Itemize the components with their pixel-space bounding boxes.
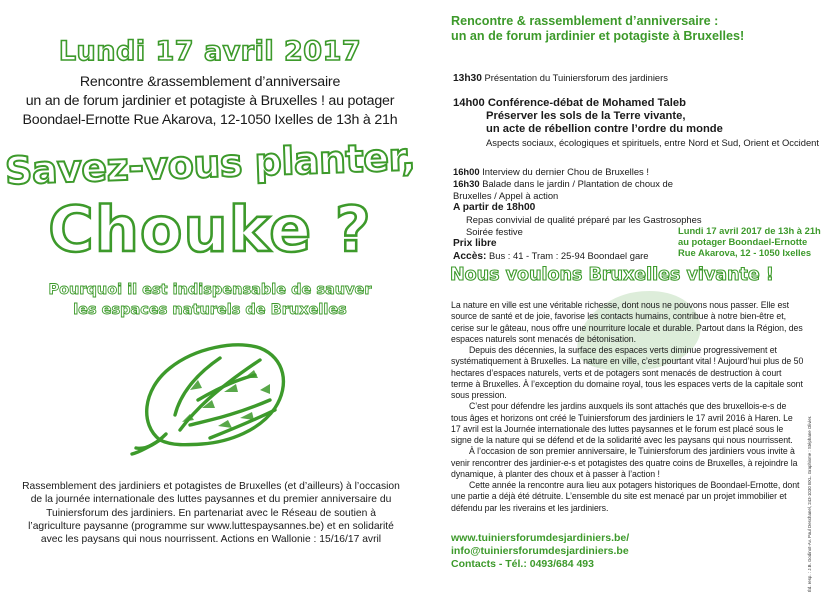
program-time: 16h00	[453, 166, 480, 177]
program-title-line: un an de forum jardinier et potagiste à Bruxelles!	[451, 29, 745, 43]
intro-line: Rencontre &rassemblement d’anniversaire	[79, 74, 341, 90]
program-item	[453, 166, 713, 178]
conference-description: Aspects sociaux, écologiques et spirituels, entre Nord et Sud, Orient et Occident	[486, 137, 819, 148]
headline-line-1: Savez-vous planter,	[4, 134, 416, 194]
program-evening-label: A partir de 18h00	[453, 202, 536, 213]
body-paragraph: Depuis des décennies, la surface des espaces verts diminue progressivement et systématiquement à Bruxelles. La nature en ville, c’est pourtant vital ! Aujourd’hui plus de 50 hectares d’espaces naturels, verts et de potagers sont menacés de destruction à court terme à Bruxelles. À l’exception du domaine royal, tous les espaces verts de la capitale sont sous pression.	[451, 345, 804, 400]
intro-text	[20, 73, 400, 130]
subhead-line: Pourquoi il est indispensable de sauver	[48, 282, 372, 298]
program-item	[453, 178, 713, 202]
brussels-sprout-icon	[120, 330, 300, 460]
price-label: Prix libre	[453, 238, 497, 249]
email-link[interactable]: info@tuiniersforumdesjardiniers.be	[451, 545, 629, 557]
body-paragraph: La nature en ville est une véritable richesse, dont nous ne pouvons nous passer. Elle est source de santé et de joie, favorise les contacts humains, contribue à notre bien-être et, cerise sur le gâteau, nous offre une nourriture locale et durable. Partout dans la Région, des espaces naturels sont menacés de bétonisation.	[451, 300, 803, 344]
conference-subtitle: un acte de rébellion contre l’ordre du monde	[486, 123, 723, 135]
program-time: 13h30	[453, 73, 482, 84]
program-text: Interview du dernier Chou de Bruxelles !	[482, 166, 649, 177]
website-link[interactable]: www.tuiniersforumdesjardiniers.be/	[451, 532, 630, 544]
contacts-block	[451, 532, 751, 571]
program-title-line: Rencontre & rassemblement d’anniversaire :	[451, 14, 719, 28]
body-text	[451, 300, 804, 514]
program-text: Repas convivial de qualité préparé par les Gastrosophes	[466, 214, 702, 225]
body-paragraph: À l’occasion de son premier anniversaire, le Tuiniersforum des jardiniers vous invite à venir rencontrer des jardinier-e-s et potagistes des quatre coins de Bruxelles, à rejoindre la dynamique, à planter des choux et à passer à l’action !	[451, 446, 798, 479]
body-paragraph: Cette année la rencontre aura lieu aux potagers historiques de Boondael-Ernotte, dont une partie a déjà été détruite. L’ensemble du site est menacé par un projet immobilier et défendu par les riverains et les jardiniers.	[451, 480, 800, 513]
date-location-line: Lundi 17 avril 2017 de 13h à 21h	[678, 225, 821, 236]
subhead-line: les espaces naturels de Bruxelles	[73, 302, 347, 318]
program-time: 16h30	[453, 178, 480, 189]
headline-line-2: Chouke ?	[48, 193, 372, 266]
section-heading: Nous voulons Bruxelles vivante !	[450, 265, 774, 285]
intro-line: un an de forum jardinier et potagiste à Bruxelles ! au potager	[25, 93, 395, 109]
bottom-description: Rassemblement des jardiniers et potagistes de Bruxelles (et d’ailleurs) à l’occasion de la journée internationale des luttes paysannes et du premier anniversaire du Tuiniersforum des jardiniers. En partenariat avec le Réseau de soutien à l’agriculture paysanne (programme sur www.luttespaysannes.be) et en solidarité avec les paysans qui nous nourrissent. Actions en Wallonie : 15/16/17 avril	[22, 481, 400, 546]
phone-contact: Contacts - Tél.: 0493/684 493	[451, 558, 594, 570]
conference-time: 14h00	[453, 97, 485, 109]
conference-title: Conférence-débat de Mohamed Taleb	[487, 97, 686, 109]
subheadline	[25, 280, 395, 320]
program-evening-block	[453, 166, 713, 263]
program-text: Balade dans le jardin / Plantation de choux de Bruxelles / Appel à action	[453, 178, 673, 201]
publisher-credit: Éd. resp. : J.B. Godinot-Av. Paul Deschanel, 243-1030 BXL. Graphisme : Stéphane Olivier.	[807, 415, 812, 592]
date-location-line: Rue Akarova, 12 - 1050 Ixelles	[678, 247, 812, 258]
program-text: Soirée festive	[466, 226, 523, 237]
access-text: Bus : 41 - Tram : 25-94 Boondael gare	[489, 250, 649, 261]
conference-subtitle: Préserver les sols de la Terre vivante,	[486, 110, 686, 122]
right-page	[420, 0, 839, 595]
program-title	[451, 14, 831, 44]
intro-line: Boondael-Ernotte Rue Akarova, 12-1050 Ixelles de 13h à 21h	[22, 112, 398, 128]
event-date-title: Lundi 17 avril 2017	[58, 36, 362, 67]
event-date-location	[678, 225, 828, 258]
program-text: Présentation du Tuiniersforum des jardiniers	[484, 72, 668, 83]
conference-block	[453, 97, 833, 150]
date-location-line: au potager Boondael-Ernotte	[678, 236, 808, 247]
program-item	[453, 72, 833, 85]
body-paragraph: C’est pour défendre les jardins auxquels ils sont attachés que des bruxellois-e-s de tous âges et horizons ont créé le Tuiniersforum des jardiniers le 17 avril 2016 à Haren. Le 17 avril est la Journée internationale des luttes paysannes et le forum est placé sous le signe de la nature qui se défend et de la solidarité avec les paysans qui nous nourrissent.	[451, 401, 793, 445]
access-label: Accès:	[453, 251, 487, 262]
